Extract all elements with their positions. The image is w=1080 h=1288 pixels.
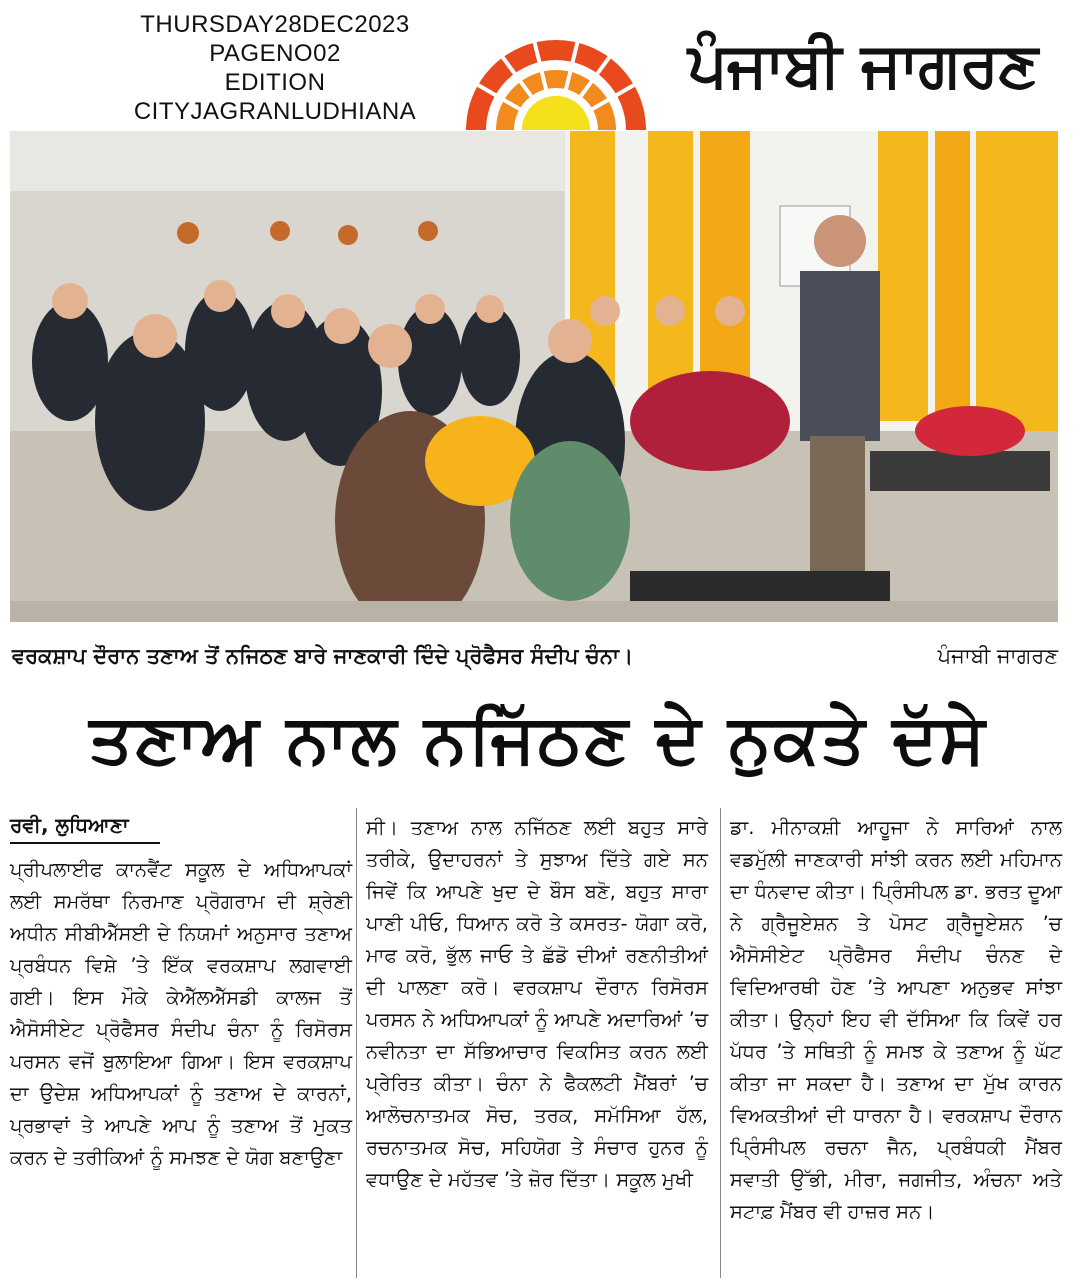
dateline-page: PAGENO02	[209, 40, 341, 67]
dateline-edition-label: EDITION	[224, 69, 326, 96]
photo-caption-row	[12, 640, 1058, 672]
column-divider	[720, 808, 721, 1278]
article-paragraph: ਸੀ। ਤਣਾਅ ਨਾਲ ਨਜਿੱਠਣ ਲਈ ਬਹੁਤ ਸਾਰੇ ਤਰੀਕੇ, ਉਦਾਹਰਨਾਂ ਤੇ ਸੁਝਾਅ ਦਿੱਤੇ ਗਏ ਸਨ ਜਿਵੇਂ ਕਿ ਆਪਣੇ ਖੁਦ ਦੇ ਬੌਸ ਬਣੋ, ਬਹੁਤ ਸਾਰਾ ਪਾਣੀ ਪੀਓ, ਧਿਆਨ ਕਰੋ ਤੇ ਕਸਰਤ- ਯੋਗਾ ਕਰੋ, ਮਾਫ ਕਰੋ, ਭੁੱਲ ਜਾਓ ਤੇ ਛੱਡੋ ਦੀਆਂ ਰਣਨੀਤੀਆਂ ਦੀ ਪਾਲਣਾ ਕਰੋ। ਵਰਕਸ਼ਾਪ ਦੌਰਾਨ ਰਿਸੋਰਸ ਪਰਸਨ ਨੇ ਅਧਿਆਪਕਾਂ ਨੂੰ ਆਪਣੇ ਅਦਾਰਿਆਂ ’ਚ ਨਵੀਨਤਾ ਦਾ ਸੱਭਿਆਚਾਰ ਵਿਕਸਿਤ ਕਰਨ ਲਈ ਪ੍ਰੇਰਿਤ ਕੀਤਾ। ਚੰਨਾ ਨੇ ਫੈਕਲਟੀ ਮੈਂਬਰਾਂ ’ਚ ਆਲੋਚਨਾਤਮਕ ਸੋਚ, ਤਰਕ, ਸਮੱਸਿਆ ਹੱਲ, ਰਚਨਾਤਮਕ ਸੋਚ, ਸਹਿਯੋਗ ਤੇ ਸੰਚਾਰ ਹੁਨਰ ਨੂੰ ਵਧਾਉਣ ਦੇ ਮਹੱਤਵ ’ਤੇ ਜ਼ੋਰ ਦਿੱਤਾ। ਸਕੂਲ ਮੁਖੀ	[366, 816, 708, 1191]
photo-caption: ਵਰਕਸ਼ਾਪ ਦੌਰਾਨ ਤਣਾਅ ਤੋਂ ਨਜਿਠਣ ਬਾਰੇ ਜਾਣਕਾਰੀ ਦਿੰਦੇ ਪ੍ਰੋਫੈਸਰ ਸੰਦੀਪ ਚੰਨਾ।	[12, 644, 634, 668]
headline: ਤਣਾਅ ਨਾਲ ਨਜਿੱਠਣ ਦੇ ਨੁਕਤੇ ਦੱਸੇ	[89, 700, 987, 779]
workshop-photo	[10, 131, 1058, 622]
byline: ਰਵੀ, ਲੁਧਿਆਣਾ	[10, 808, 160, 844]
photo-credit: ਪੰਜਾਬੀ ਜਾਗਰਣ	[937, 644, 1058, 668]
article-column-3	[730, 812, 1062, 1228]
column-divider	[356, 808, 357, 1278]
article-column-1	[10, 808, 352, 1174]
article-paragraph: ਪ੍ਰੀਪਲਾਈਫ ਕਾਨਵੈਂਟ ਸਕੂਲ ਦੇ ਅਧਿਆਪਕਾਂ ਲਈ ਸਮਰੱਥਾ ਨਿਰਮਾਣ ਪ੍ਰੋਗਰਾਮ ਦੀ ਸ਼੍ਰੇਣੀ ਅਧੀਨ ਸੀਬੀਐੱਸਈ ਦੇ ਨਿਯਮਾਂ ਅਨੁਸਾਰ ਤਣਾਅ ਪ੍ਰਬੰਧਨ ਵਿਸ਼ੇ ’ਤੇ ਇੱਕ ਵਰਕਸ਼ਾਪ ਲਗਵਾਈ ਗਈ। ਇਸ ਮੌਕੇ ਕੇਐੱਲਐੱਸਡੀ ਕਾਲਜ ਤੋਂ ਐਸੋਸੀਏਟ ਪ੍ਰੋਫੈਸਰ ਸੰਦੀਪ ਚੰਨਾ ਨੂੰ ਰਿਸੋਰਸ ਪਰਸਨ ਵਜੋਂ ਬੁਲਾਇਆ ਗਿਆ। ਇਸ ਵਰਕਸ਼ਾਪ ਦਾ ਉਦੇਸ਼ ਅਧਿਆਪਕਾਂ ਨੂੰ ਤਣਾਅ ਦੇ ਕਾਰਨਾਂ, ਪ੍ਰਭਾਵਾਂ ਤੇ ਆਪਣੇ ਆਪ ਨੂੰ ਤਣਾਅ ਤੋਂ ਮੁਕਤ ਕਰਨ ਦੇ ਤਰੀਕਿਆਂ ਨੂੰ ਸਮਝਣ ਦੇ ਯੋਗ ਬਣਾਉਣਾ	[10, 858, 352, 1169]
dateline-edition-city: CITYJAGRANLUDHIANA	[133, 98, 417, 125]
dateline-day-date: THURSDAY28DEC2023	[140, 11, 410, 38]
masthead-title: ਪੰਜਾਬੀ ਜਾਗਰਣ	[687, 28, 1038, 101]
dateline	[100, 10, 450, 126]
article-paragraph: ਡਾ. ਮੀਨਾਕਸ਼ੀ ਆਹੂਜਾ ਨੇ ਸਾਰਿਆਂ ਨਾਲ ਵਡਮੁੱਲੀ ਜਾਣਕਾਰੀ ਸਾਂਝੀ ਕਰਨ ਲਈ ਮਹਿਮਾਨ ਦਾ ਧੰਨਵਾਦ ਕੀਤਾ। ਪ੍ਰਿੰਸੀਪਲ ਡਾ. ਭਰਤ ਦੂਆ ਨੇ ਗ੍ਰੈਜੂਏਸ਼ਨ ਤੇ ਪੋਸਟ ਗ੍ਰੈਜੂਏਸ਼ਨ ’ਚ ਐਸੋਸੀਏਟ ਪ੍ਰੋਫੈਸਰ ਸੰਦੀਪ ਚੰਨਣ ਦੇ ਵਿਦਿਆਰਥੀ ਹੋਣ ’ਤੇ ਆਪਣਾ ਅਨੁਭਵ ਸਾਂਝਾ ਕੀਤਾ। ਉਨ੍ਹਾਂ ਇਹ ਵੀ ਦੱਸਿਆ ਕਿ ਕਿਵੇਂ ਹਰ ਪੱਧਰ ’ਤੇ ਸਥਿਤੀ ਨੂੰ ਸਮਝ ਕੇ ਤਣਾਅ ਨੂੰ ਘੱਟ ਕੀਤਾ ਜਾ ਸਕਦਾ ਹੈ। ਤਣਾਅ ਦਾ ਮੁੱਖ ਕਾਰਨ ਵਿਅਕਤੀਆਂ ਦੀ ਧਾਰਨਾ ਹੈ। ਵਰਕਸ਼ਾਪ ਦੌਰਾਨ ਪ੍ਰਿੰਸੀਪਲ ਰਚਨਾ ਜੈਨ, ਪ੍ਰਬੰਧਕੀ ਮੈਂਬਰ ਸਵਾਤੀ ਉੱਭੀ, ਮੀਰਾ, ਜਗਜੀਤ, ਅੰਚਨਾ ਅਤੇ ਸਟਾਫ਼ ਮੈਂਬਰ ਵੀ ਹਾਜ਼ਰ ਸਨ।	[730, 816, 1062, 1223]
sun-logo-icon	[456, 10, 656, 130]
article-column-2	[366, 812, 708, 1196]
